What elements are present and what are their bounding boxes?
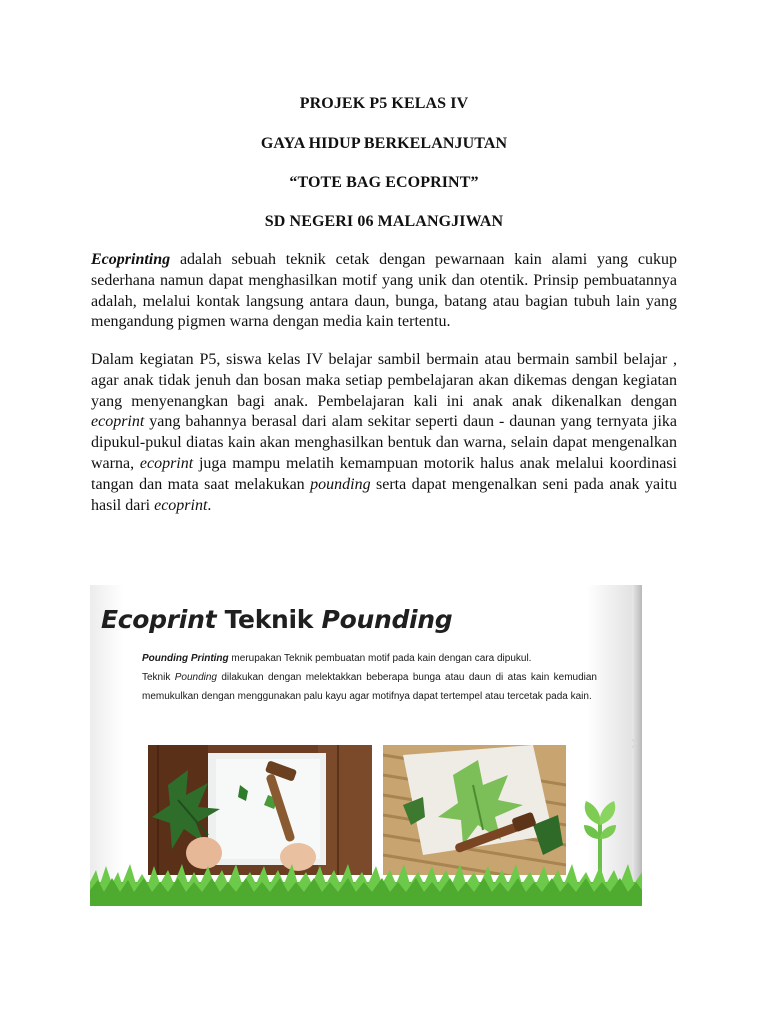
activity-text-2: yang bahannya berasal dari alam sekitar seperti daun - daunan yang ternyata jika dipukul-pukul diatas kain akan menghasilkan bentuk dan warna, selain dapat mengenalkan warna, [91,413,677,472]
title-product: “TOTE BAG ECOPRINT” [289,174,479,191]
figure-description [142,649,597,706]
title-school: SD NEGERI 06 MALANGJIWAN [264,213,504,230]
figure-title-part-1: Ecoprint [101,605,217,634]
title-theme: GAYA HIDUP BERKELANJUTAN [260,135,508,152]
figure-desc-line-2 [142,668,597,706]
title-project: PROJEK P5 KELAS IV [299,95,469,112]
figure-title [101,605,452,634]
figure-title-part-2: Teknik [216,605,322,634]
ecoprint-illustration [90,585,642,906]
activity-text-3: juga mampu melatih kemampuan motorik halus anak melalui koordinasi tangan dan mata saat melakukan [91,454,677,493]
activity-text-5: . [207,496,212,514]
figure-desc-2em: Pounding [174,672,217,683]
activity-term-2: ecoprint [139,454,194,472]
activity-term-1: ecoprint [91,413,145,431]
paragraph-activity [91,350,677,516]
figure-desc-line-1 [142,649,597,668]
definition-text: adalah sebuah teknik cetak dengan pewarnaan kain alami yang cukup sederhana namun dapat menghasilkan motif yang unik dan otentik. Prinsip pembuatannya adalah, melalui kontak langsung antara daun, bunga, batang atau bagian tubuh lain yang mengandung pigmen warna dengan media kain tertentu. [91,251,677,331]
paragraph-definition [91,250,677,333]
activity-term-4: ecoprint [154,496,208,514]
figure-desc-rest: merupakan Teknik pembuatan motif pada kain dengan cara dipukul. [228,653,532,664]
term-ecoprinting: Ecoprinting [91,251,171,268]
activity-text-1: Dalam kegiatan P5, siswa kelas IV belajar sambil bermain atau bermain sambil belajar , agar anak tidak jenuh dan bosan maka setiap pembelajaran akan dikemas dengan kegiatan yang menyenangkan bagi anak. Pembelajaran kali ini anak anak dikenalkan dengan [91,351,677,410]
printed-cloth-photo [383,745,566,875]
figure-desc-2a: Teknik [142,672,175,683]
activity-term-3: pounding [310,475,371,493]
figure-title-part-3: Pounding [321,605,453,634]
activity-text-4: serta dapat mengenalkan seni pada anak yaitu hasil dari [91,475,677,514]
hammer-leaf-photo [148,745,372,875]
chevron-right-icon: › [630,731,639,756]
grass-strip [90,860,642,906]
figure-desc-2b: dilakukan dengan melektakkan beberapa bunga atau daun di atas kain kemudian memukulkan dengan menggunakan palu kayu agar motifnya dapat tertempel atau tercetak pada kain. [142,672,597,702]
figure-desc-bold: Pounding Printing [142,653,229,664]
